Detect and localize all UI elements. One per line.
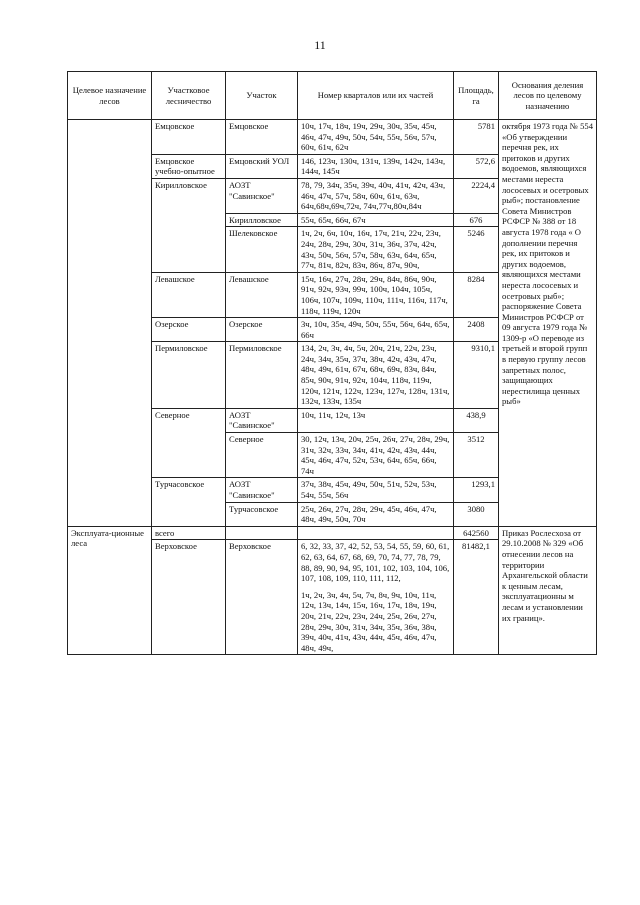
quarters-cell: 146, 123ч, 130ч, 131ч, 139ч, 142ч, 143ч, 144ч, 145ч <box>298 154 454 178</box>
district-cell: Пермиловское <box>152 342 226 409</box>
basis-cell-exploit: Приказ Рослесхоза от 29.10.2008 № 329 «Об отнесении лесов на территории Архангельской области к ценным лесам, эксплуатационны м лесам и установлении их границ». <box>499 526 597 655</box>
quarters-cell: 10ч, 11ч, 12ч, 13ч <box>298 408 454 432</box>
area-cell: 2224,4 <box>454 178 499 213</box>
district-cell: Кирилловское <box>152 178 226 272</box>
district-cell: Емцовское учебно-опытное <box>152 154 226 178</box>
district-cell: Турчасовское <box>152 478 226 526</box>
header-plot: Участок <box>226 72 298 120</box>
plot-cell: Верховское <box>226 540 298 655</box>
total-quarters-cell <box>298 526 454 540</box>
quarters-cell: 37ч, 38ч, 45ч, 49ч, 50ч, 51ч, 52ч, 53ч, 54ч, 55ч, 56ч <box>298 478 454 502</box>
area-cell: 2408 <box>454 318 499 342</box>
quarters-cell: 15ч, 16ч, 27ч, 28ч, 29ч, 84ч, 86ч, 90ч, 91ч, 92ч, 93ч, 99ч, 100ч, 104ч, 105ч, 106ч, 107ч, 109ч, 110ч, 111ч, 116ч, 117ч, 118ч, 119ч, 120ч <box>298 272 454 317</box>
table-header-row <box>68 72 597 120</box>
district-cell: Левашское <box>152 272 226 317</box>
quarters-cell: 55ч, 65ч, 66ч, 67ч <box>298 213 454 227</box>
area-cell: 1293,1 <box>454 478 499 502</box>
total-area-cell: 642560 <box>454 526 499 540</box>
plot-cell: Шелековское <box>226 227 298 272</box>
quarters-cell: 78, 79, 34ч, 35ч, 39ч, 40ч, 41ч, 42ч, 43ч, 46ч, 47ч, 57ч, 58ч, 60ч, 61ч, 63ч, 64ч,68ч,69ч,72ч, 74ч,77ч,80ч,84ч <box>298 178 454 213</box>
plot-cell: Турчасовское <box>226 502 298 526</box>
area-cell: 8284 <box>454 272 499 317</box>
quarters-cell: 25ч, 26ч, 27ч, 28ч, 29ч, 45ч, 46ч, 47ч, 48ч, 49ч, 50ч, 70ч <box>298 502 454 526</box>
header-area: Площадь, га <box>454 72 499 120</box>
plot-cell: АОЗТ "Савинское" <box>226 178 298 213</box>
district-cell: Верховское <box>152 540 226 655</box>
total-plot-cell <box>226 526 298 540</box>
area-cell: 3080 <box>454 502 499 526</box>
quarters-cell: 134, 2ч, 3ч, 4ч, 5ч, 20ч, 21ч, 22ч, 23ч, 24ч, 34ч, 35ч, 37ч, 38ч, 42ч, 43ч, 47ч, 48ч, 49ч, 61ч, 67ч, 68ч, 69ч, 83ч, 84ч, 85ч, 90ч, 91ч, 92ч, 104ч, 118ч, 119ч, 120ч, 121ч, 122ч, 123ч, 127ч, 128ч, 131ч, 132ч, 133ч, 135ч <box>298 342 454 409</box>
basis-cell-protective: октября 1973 года № 554 «Об утверждении перечня рек, их притоков и других водоемов, являющихся местами нереста лососевых и осетровых рыб»; постановление Совета Министров РСФСР № 388 от 18 августа 1978 года « О дополнении перечня рек, их притоков и других водоемов, являющихся местами нереста лососевых и осетровых рыб»; распоряжение Совета Министров РСФСР от 09 августа 1979 года № 1309-р «О переводе из третьей и второй групп в первую группу лесов запретных полос, защищающих нерестилища ценных рыб» <box>499 120 597 527</box>
forest-table <box>67 71 597 655</box>
header-purpose: Целевое назначение лесов <box>68 72 152 120</box>
plot-cell: Озерское <box>226 318 298 342</box>
area-cell: 9310,1 <box>454 342 499 409</box>
plot-cell: Северное <box>226 433 298 478</box>
plot-cell: Левашское <box>226 272 298 317</box>
quarters-cell: 30, 12ч, 13ч, 20ч, 25ч, 26ч, 27ч, 28ч, 29ч, 31ч, 32ч, 33ч, 34ч, 41ч, 42ч, 43ч, 44ч, 45ч, 46ч, 47ч, 52ч, 53ч, 64ч, 65ч, 66ч, 74ч <box>298 433 454 478</box>
plot-cell: Пермиловское <box>226 342 298 409</box>
total-label-cell: всего <box>152 526 226 540</box>
page-number: 11 <box>314 38 326 52</box>
quarters-cell: 1ч, 2ч, 6ч, 10ч, 16ч, 17ч, 21ч, 22ч, 23ч, 24ч, 28ч, 29ч, 30ч, 31ч, 36ч, 37ч, 42ч, 43ч, 50ч, 56ч, 57ч, 58ч, 63ч, 64ч, 65ч, 77ч, 81ч, 82ч, 83ч, 86ч, 87ч, 90ч, <box>298 227 454 272</box>
purpose-cell-exploit: Эксплуата-ционные леса <box>68 526 152 655</box>
plot-cell: Кирилловское <box>226 213 298 227</box>
district-cell: Емцовское <box>152 120 226 155</box>
purpose-cell-protective <box>68 120 152 527</box>
district-cell: Озерское <box>152 318 226 342</box>
header-district: Участковое лесничество <box>152 72 226 120</box>
area-cell: 676 <box>454 213 499 227</box>
table-row <box>68 120 597 155</box>
quarters-cell: 3ч, 10ч, 35ч, 49ч, 50ч, 55ч, 56ч, 64ч, 65ч, 66ч <box>298 318 454 342</box>
area-cell: 81482,1 <box>454 540 499 655</box>
plot-cell: АОЗТ "Савинское" <box>226 408 298 432</box>
district-cell: Северное <box>152 408 226 478</box>
quarters-cell <box>298 540 454 655</box>
area-cell: 438,9 <box>454 408 499 432</box>
quarters-part-list: 1ч, 2ч, 3ч, 4ч, 5ч, 7ч, 8ч, 9ч, 10ч, 11ч, 12ч, 13ч, 14ч, 15ч, 16ч, 17ч, 18ч, 19ч, 20ч, 21ч, 22ч, 23ч, 24ч, 25ч, 26ч, 27ч, 28ч, 29ч, 30ч, 31ч, 34ч, 35ч, 36ч, 38ч, 39ч, 40ч, 41ч, 43ч, 44ч, 45ч, 46ч, 47ч, 48ч, 49ч, <box>301 589 437 653</box>
plot-cell: АОЗТ "Савинское" <box>226 478 298 502</box>
area-cell: 572,6 <box>454 154 499 178</box>
area-cell: 3512 <box>454 433 499 478</box>
quarters-cell: 10ч, 17ч, 18ч, 19ч, 29ч, 30ч, 35ч, 45ч, 46ч, 47ч, 49ч, 50ч, 54ч, 55ч, 56ч, 57ч, 60ч, 61ч, 62ч <box>298 120 454 155</box>
header-quarters: Номер кварталов или их частей <box>298 72 454 120</box>
plot-cell: Емцовское <box>226 120 298 155</box>
table-row-total <box>68 526 597 540</box>
header-basis: Основания деления лесов по целевому назначению <box>499 72 597 120</box>
area-cell: 5781 <box>454 120 499 155</box>
quarters-whole-list: 6, 32, 33, 37, 42, 52, 53, 54, 55, 59, 60, 61, 62, 63, 64, 67, 68, 69, 70, 74, 77, 78, 79, 88, 89, 90, 94, 95, 101, 102, 103, 104, 106, 107, 108, 109, 110, 111, 112, <box>301 541 450 584</box>
plot-cell: Емцовский УОЛ <box>226 154 298 178</box>
area-cell: 5246 <box>454 227 499 272</box>
